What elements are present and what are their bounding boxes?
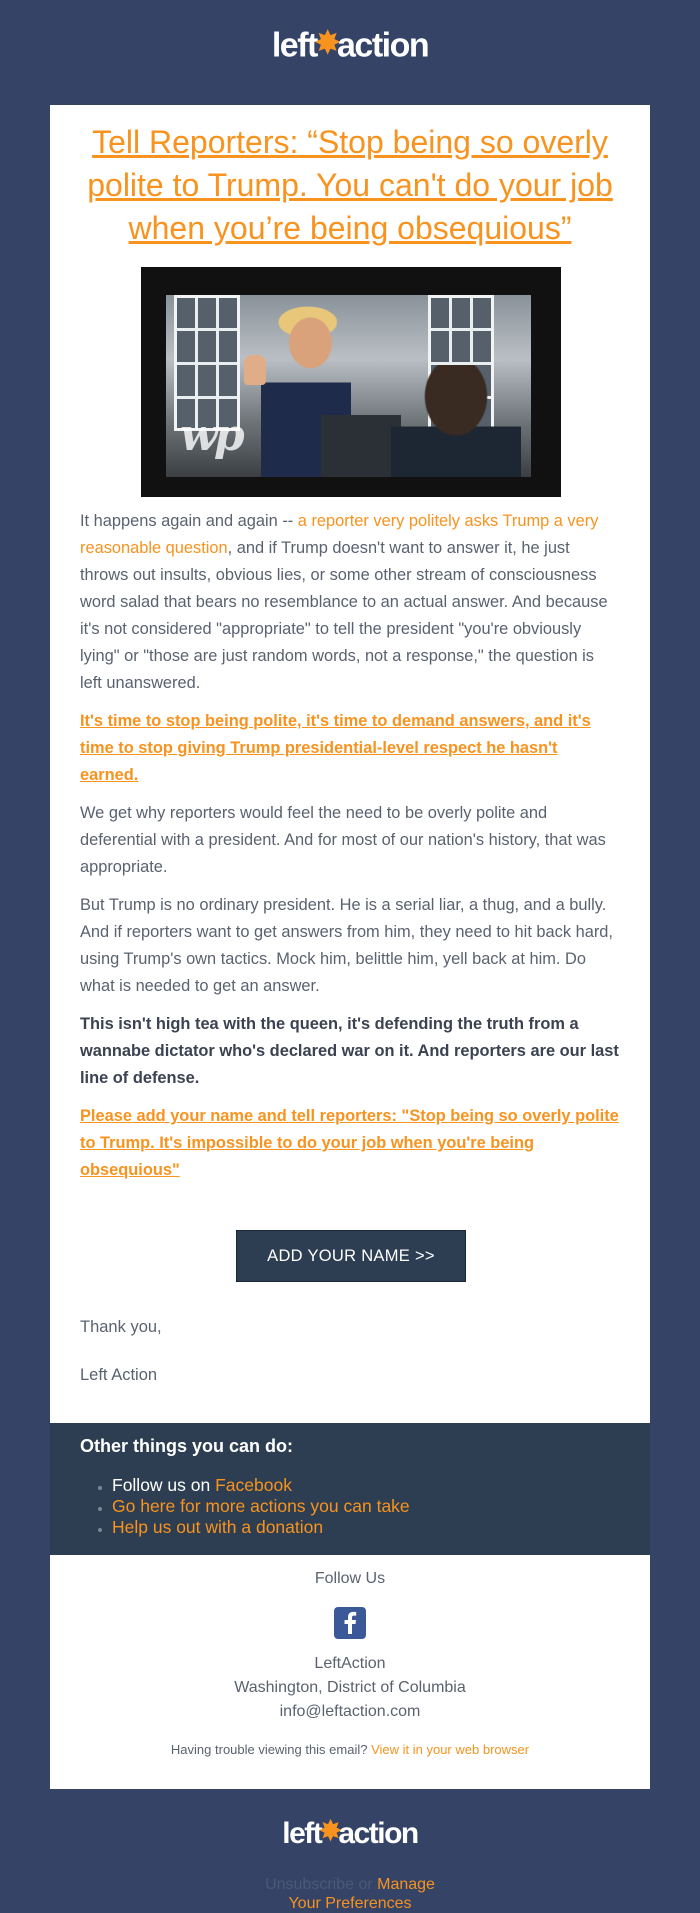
body-paragraph-3: We get why reporters would feel the need to be overly polite and deferential with a president. And for most of our nation's history, that was appropriate.	[80, 804, 606, 876]
body-paragraph-1: It happens again and again -- a reporter very politely asks Trump a very reasonable question, and if Trump doesn't want to answer it, he just throws out insults, obvious lies, or some other stream of consciousness word salad that bears no resemblance to an actual answer. And because it's not considered "appropriate" to tell the president "you're obviously lying" or "those are just random words, not a response," the question is left unanswered.	[80, 512, 608, 692]
logo-right-text: action	[338, 1817, 418, 1851]
other-actions-list	[80, 1475, 410, 1538]
leftaction-logo[interactable]	[0, 26, 700, 66]
view-in-browser-link[interactable]: View it in your web browser	[371, 1742, 530, 1757]
body-paragraph-5: This isn't high tea with the queen, it's defending the truth from a wannabe dictator who's declared war on it. And reporters are our last line of defense.	[80, 1015, 619, 1087]
logo-left-text: left	[282, 1817, 322, 1851]
reporter-figure	[391, 365, 521, 477]
question-video-link[interactable]: a reporter very politely asks Trump a very reasonable question	[80, 512, 599, 557]
signoff-name: Left Action	[80, 1366, 158, 1384]
add-your-name-button[interactable]: ADD YOUR NAME >>	[236, 1230, 466, 1282]
list-item	[112, 1496, 410, 1517]
logo-star-icon: ✸	[314, 26, 339, 60]
unsubscribe-block	[0, 1875, 700, 1913]
logo-star-icon: ✸	[319, 1816, 341, 1846]
thanks-text: Thank you,	[80, 1318, 162, 1336]
donation-link[interactable]: Help us out with a donation	[112, 1517, 324, 1537]
list-item: • Follow us on Facebook	[112, 1475, 410, 1496]
unsubscribe-link[interactable]: Unsubscribe or	[265, 1876, 378, 1893]
org-location: Washington, District of Columbia	[234, 1679, 466, 1696]
logo-left-text: left	[271, 26, 317, 65]
headline-link[interactable]: Tell Reporters: “Stop being so overly polite to Trump. You can't do your job when you’re being obsequious”	[87, 124, 613, 246]
facebook-link[interactable]: Facebook	[215, 1475, 292, 1495]
manage-preferences-link[interactable]: Manage	[377, 1876, 435, 1893]
wp-watermark: wp	[180, 410, 241, 461]
logo-right-text: action	[337, 26, 429, 65]
manage-preferences-link-line2[interactable]: Your Preferences	[288, 1895, 412, 1912]
other-actions-section	[50, 1423, 650, 1555]
press-conference-photo	[166, 295, 531, 477]
leftaction-logo-footer[interactable]	[0, 1816, 700, 1851]
body-paragraph-4: But Trump is no ordinary president. He is a serial liar, a thug, and a bully. And if reporters want to get answers from him, they need to hit back hard, using Trump's own tactics. Mock him, belittle him, yell back at him. Do what is needed to get an answer.	[80, 896, 613, 995]
email-body	[80, 508, 620, 1195]
more-actions-link[interactable]: Go here for more actions you can take	[112, 1496, 410, 1516]
hero-image[interactable]	[141, 267, 561, 497]
body-paragraph-2-link[interactable]: It's time to stop being polite, it's time to demand answers, and it's time to stop giving Trump presidential-level respect he hasn't earned.	[80, 712, 591, 784]
footer	[50, 1555, 650, 1789]
other-actions-heading: Other things you can do:	[80, 1436, 294, 1456]
follow-us-label: Follow Us	[314, 1570, 386, 1587]
list-item	[112, 1517, 410, 1538]
podium	[321, 415, 401, 477]
facebook-icon[interactable]	[334, 1607, 366, 1639]
facebook-glyph	[334, 1607, 366, 1639]
raised-hand	[244, 355, 266, 385]
org-email: info@leftaction.com	[279, 1703, 421, 1720]
org-name: LeftAction	[314, 1655, 386, 1672]
body-paragraph-6-link[interactable]: Please add your name and tell reporters: "Stop being so overly polite to Trump. It's impossible to do your job when you're being obsequious"	[80, 1107, 619, 1179]
email-card	[50, 105, 650, 1423]
trouble-viewing: Having trouble viewing this email? View it in your web browser	[170, 1742, 530, 1757]
